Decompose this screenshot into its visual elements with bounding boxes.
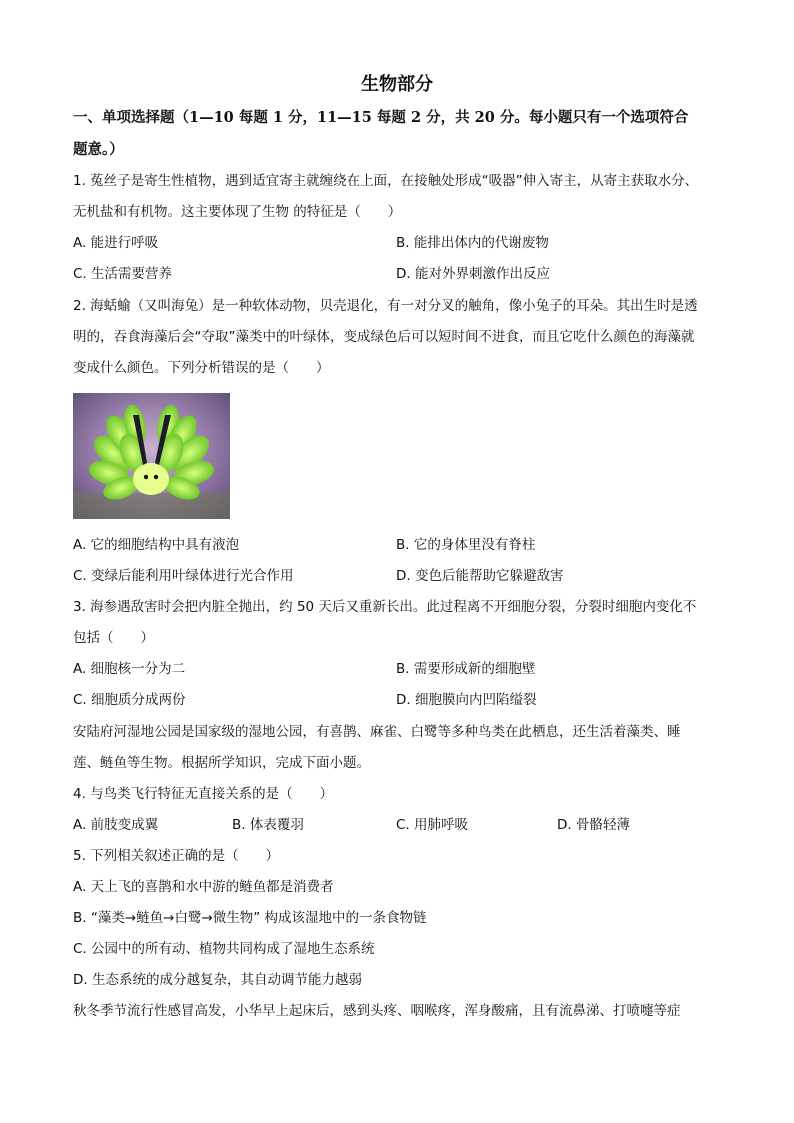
passage-line1: 安陆府河湿地公园是国家级的湿地公园，有喜鹊、麻雀、白鹭等多种鸟类在此栖息，还生活着藻类、睡	[73, 724, 681, 740]
q3-option-c: C. 细胞质分成两份	[73, 692, 186, 708]
q1-stem-line2: 无机盐和有机物。这主要体现了生物 的特征是（ ）	[73, 204, 402, 220]
q4-option-a: A. 前肢变成翼	[73, 817, 159, 833]
q3-option-a: A. 细胞核一分为二	[73, 661, 186, 677]
q3-stem-line1: 3. 海参遇敌害时会把内脏全抛出，约 50 天后又重新长出。此过程离不开细胞分裂，分裂时细胞内变化不	[73, 599, 697, 615]
q2-option-d: D. 变色后能帮助它躲避敌害	[396, 568, 564, 584]
q3-option-b: B. 需要形成新的细胞壁	[396, 661, 536, 677]
section-heading-line2: 题意。）	[73, 141, 124, 158]
q4-stem: 4. 与鸟类飞行特征无直接关系的是（ ）	[73, 786, 334, 802]
q2-stem-line2: 明的，吞食海藻后会“夺取”藻类中的叶绿体，变成绿色后可以短时间不进食，而且它吃什么颜色的海藻就	[73, 329, 695, 345]
passage-line2: 莲、鲢鱼等生物。根据所学知识，完成下面小题。	[73, 755, 370, 771]
q1-stem-line1: 1. 菟丝子是寄生性植物，遇到适宜寄主就缠绕在上面，在接触处形成“吸器”伸入寄主，从寄主获取水分、	[73, 173, 699, 189]
passage2-line1: 秋冬季节流行性感冒高发，小华早上起床后，感到头疼、咽喉疼，浑身酸痛，且有流鼻涕、打喷嚏等症	[73, 1003, 681, 1019]
q3-stem-line2: 包括（ ）	[73, 630, 154, 646]
q4-option-d: D. 骨骼轻薄	[557, 817, 630, 833]
q5-option-c: C. 公园中的所有动、植物共同构成了湿地生态系统	[73, 941, 375, 957]
q2-stem-line1: 2. 海蛞蝓（又叫海兔）是一种软体动物，贝壳退化，有一对分叉的触角，像小兔子的耳朵。其出生时是透	[73, 298, 698, 314]
q5-option-d: D. 生态系统的成分越复杂，其自动调节能力越弱	[73, 972, 362, 988]
q5-option-b: B. “藻类→鲢鱼→白鹭→微生物” 构成该湿地中的一条食物链	[73, 910, 427, 926]
q4-option-c: C. 用肺呼吸	[396, 817, 469, 833]
q1-option-d: D. 能对外界刺激作出反应	[396, 266, 550, 282]
q1-option-a: A. 能进行呼吸	[73, 235, 159, 251]
q5-option-a: A. 天上飞的喜鹊和水中游的鲢鱼都是消费者	[73, 879, 334, 895]
sea-slug-photo	[73, 393, 230, 519]
q1-option-c: C. 生活需要营养	[73, 266, 173, 282]
q1-option-b: B. 能排出体内的代谢废物	[396, 235, 549, 251]
section-heading-line1: 一、单项选择题（1—10 每题 1 分，11—15 每题 2 分，共 20 分。每小题只有一个选项符合	[73, 109, 689, 126]
q2-option-c: C. 变绿后能利用叶绿体进行光合作用	[73, 568, 294, 584]
q4-option-b: B. 体表覆羽	[232, 817, 304, 833]
q2-option-a: A. 它的细胞结构中具有液泡	[73, 537, 240, 553]
page-title: 生物部分	[361, 74, 433, 95]
q5-stem: 5. 下列相关叙述正确的是（ ）	[73, 848, 280, 864]
q2-option-b: B. 它的身体里没有脊柱	[396, 537, 536, 553]
q3-option-d: D. 细胞膜向内凹陷缢裂	[396, 692, 537, 708]
q2-stem-line3: 变成什么颜色。下列分析错误的是（ ）	[73, 360, 330, 376]
